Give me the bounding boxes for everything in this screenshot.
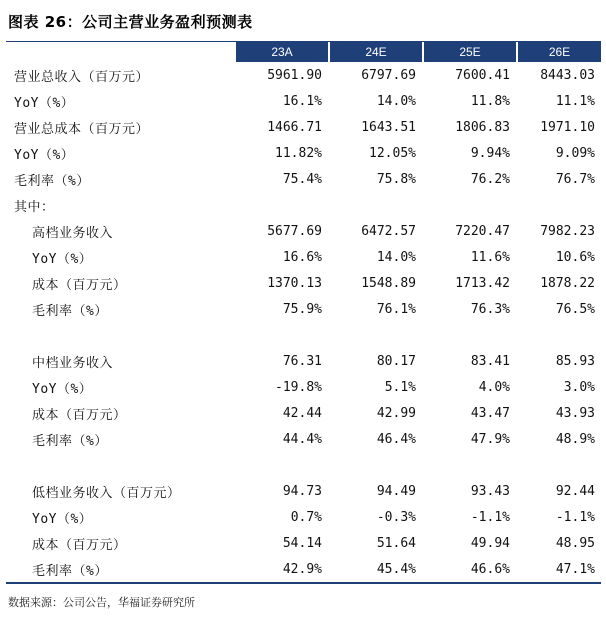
cell-23a: 11.82% <box>275 145 322 161</box>
cell-23a: 76.31 <box>282 353 322 369</box>
cell-23a: 42.9% <box>282 561 322 577</box>
cell-26e: 85.93 <box>555 353 595 369</box>
cell-23a: 42.44 <box>282 405 322 421</box>
cell-23a: 16.1% <box>282 93 322 109</box>
table-row <box>6 192 601 218</box>
header-year-23a: 23A <box>234 42 328 62</box>
cell-24e: 14.0% <box>376 93 416 109</box>
table-row <box>6 374 601 400</box>
row-label: 成本（百万元） <box>32 277 127 293</box>
row-label: YoY（%） <box>14 147 75 163</box>
cell-25e: 9.94% <box>470 145 510 161</box>
header-year-25e: 25E <box>422 42 516 62</box>
cell-24e: 12.05% <box>369 145 416 161</box>
cell-23a: 54.14 <box>282 535 322 551</box>
cell-26e: 76.5% <box>555 301 595 317</box>
header-year-26e: 26E <box>516 42 601 62</box>
cell-23a: 75.4% <box>282 171 322 187</box>
cell-23a: 16.6% <box>282 249 322 265</box>
cell-23a: 5961.90 <box>267 67 322 83</box>
cell-24e: 80.17 <box>376 353 416 369</box>
table-row <box>6 62 601 88</box>
cell-25e: 11.6% <box>470 249 510 265</box>
cell-24e: 51.64 <box>376 535 416 551</box>
cell-25e: 47.9% <box>470 431 510 447</box>
cell-26e: 92.44 <box>555 483 595 499</box>
cell-24e: -0.3% <box>376 509 416 525</box>
table-row <box>6 556 601 582</box>
cell-24e: 75.8% <box>376 171 416 187</box>
cell-26e: 1971.10 <box>540 119 595 135</box>
table-header <box>6 41 601 62</box>
cell-23a: 1370.13 <box>267 275 322 291</box>
cell-25e: 7220.47 <box>455 223 510 239</box>
header-label-spacer <box>6 42 234 62</box>
table-row <box>6 218 601 244</box>
row-label: YoY（%） <box>32 381 93 397</box>
cell-24e: 45.4% <box>376 561 416 577</box>
cell-24e: 1643.51 <box>361 119 416 135</box>
figure-title: 图表 26：公司主营业务盈利预测表 <box>8 13 253 31</box>
cell-24e: 6797.69 <box>361 67 416 83</box>
cell-26e: 10.6% <box>555 249 595 265</box>
header-year-24e: 24E <box>328 42 422 62</box>
cell-23a: 75.9% <box>282 301 322 317</box>
table-row <box>6 478 601 504</box>
table-row <box>6 270 601 296</box>
row-label: 营业总成本（百万元） <box>14 121 150 137</box>
table-row <box>6 504 601 530</box>
table-row <box>6 244 601 270</box>
cell-24e: 42.99 <box>376 405 416 421</box>
cell-26e: 48.9% <box>555 431 595 447</box>
cell-25e: 83.41 <box>470 353 510 369</box>
table-row <box>6 400 601 426</box>
cell-24e: 6472.57 <box>361 223 416 239</box>
cell-25e: 7600.41 <box>455 67 510 83</box>
cell-24e: 14.0% <box>376 249 416 265</box>
table-row <box>6 88 601 114</box>
cell-26e: 1878.22 <box>540 275 595 291</box>
cell-24e: 1548.89 <box>361 275 416 291</box>
table-row-spacer <box>6 452 601 478</box>
row-label: YoY（%） <box>32 251 93 267</box>
cell-23a: 94.73 <box>282 483 322 499</box>
table-row <box>6 426 601 452</box>
table-row <box>6 296 601 322</box>
row-label: 中档业务收入 <box>32 355 114 371</box>
table-row <box>6 140 601 166</box>
data-source-note: 数据来源：公司公告，华福证券研究所 <box>8 596 195 609</box>
cell-25e: 43.47 <box>470 405 510 421</box>
cell-25e: 4.0% <box>478 379 510 395</box>
cell-25e: 76.2% <box>470 171 510 187</box>
cell-26e: 48.95 <box>555 535 595 551</box>
cell-24e: 76.1% <box>376 301 416 317</box>
cell-26e: 3.0% <box>563 379 595 395</box>
row-label: 高档业务收入 <box>32 225 114 241</box>
row-label: 毛利率（%） <box>14 173 90 189</box>
row-label: 毛利率（%） <box>32 303 108 319</box>
profit-forecast-table <box>6 41 601 584</box>
cell-23a: -19.8% <box>275 379 322 395</box>
table-row <box>6 166 601 192</box>
table-row <box>6 348 601 374</box>
cell-26e: 8443.03 <box>540 67 595 83</box>
row-label: 成本（百万元） <box>32 407 127 423</box>
row-label: 成本（百万元） <box>32 537 127 553</box>
cell-25e: 1713.42 <box>455 275 510 291</box>
row-label: 低档业务收入（百万元） <box>32 485 181 501</box>
cell-25e: 11.8% <box>470 93 510 109</box>
cell-25e: 76.3% <box>470 301 510 317</box>
row-label: YoY（%） <box>32 511 93 527</box>
row-label: YoY（%） <box>14 95 75 111</box>
cell-26e: 11.1% <box>555 93 595 109</box>
cell-24e: 46.4% <box>376 431 416 447</box>
cell-23a: 1466.71 <box>267 119 322 135</box>
cell-25e: 1806.83 <box>455 119 510 135</box>
row-label: 营业总收入（百万元） <box>14 69 150 85</box>
cell-25e: 46.6% <box>470 561 510 577</box>
row-label: 毛利率（%） <box>32 433 108 449</box>
cell-23a: 0.7% <box>290 509 322 525</box>
cell-23a: 44.4% <box>282 431 322 447</box>
cell-26e: -1.1% <box>555 509 595 525</box>
table-row-spacer <box>6 322 601 348</box>
cell-26e: 76.7% <box>555 171 595 187</box>
cell-23a: 5677.69 <box>267 223 322 239</box>
cell-26e: 9.09% <box>555 145 595 161</box>
cell-25e: -1.1% <box>470 509 510 525</box>
cell-25e: 93.43 <box>470 483 510 499</box>
cell-25e: 49.94 <box>470 535 510 551</box>
row-label: 毛利率（%） <box>32 563 108 579</box>
cell-24e: 94.49 <box>376 483 416 499</box>
cell-26e: 43.93 <box>555 405 595 421</box>
cell-26e: 47.1% <box>555 561 595 577</box>
row-label: 其中： <box>14 199 55 215</box>
table-row <box>6 114 601 140</box>
table-row <box>6 530 601 556</box>
cell-26e: 7982.23 <box>540 223 595 239</box>
cell-24e: 5.1% <box>384 379 416 395</box>
